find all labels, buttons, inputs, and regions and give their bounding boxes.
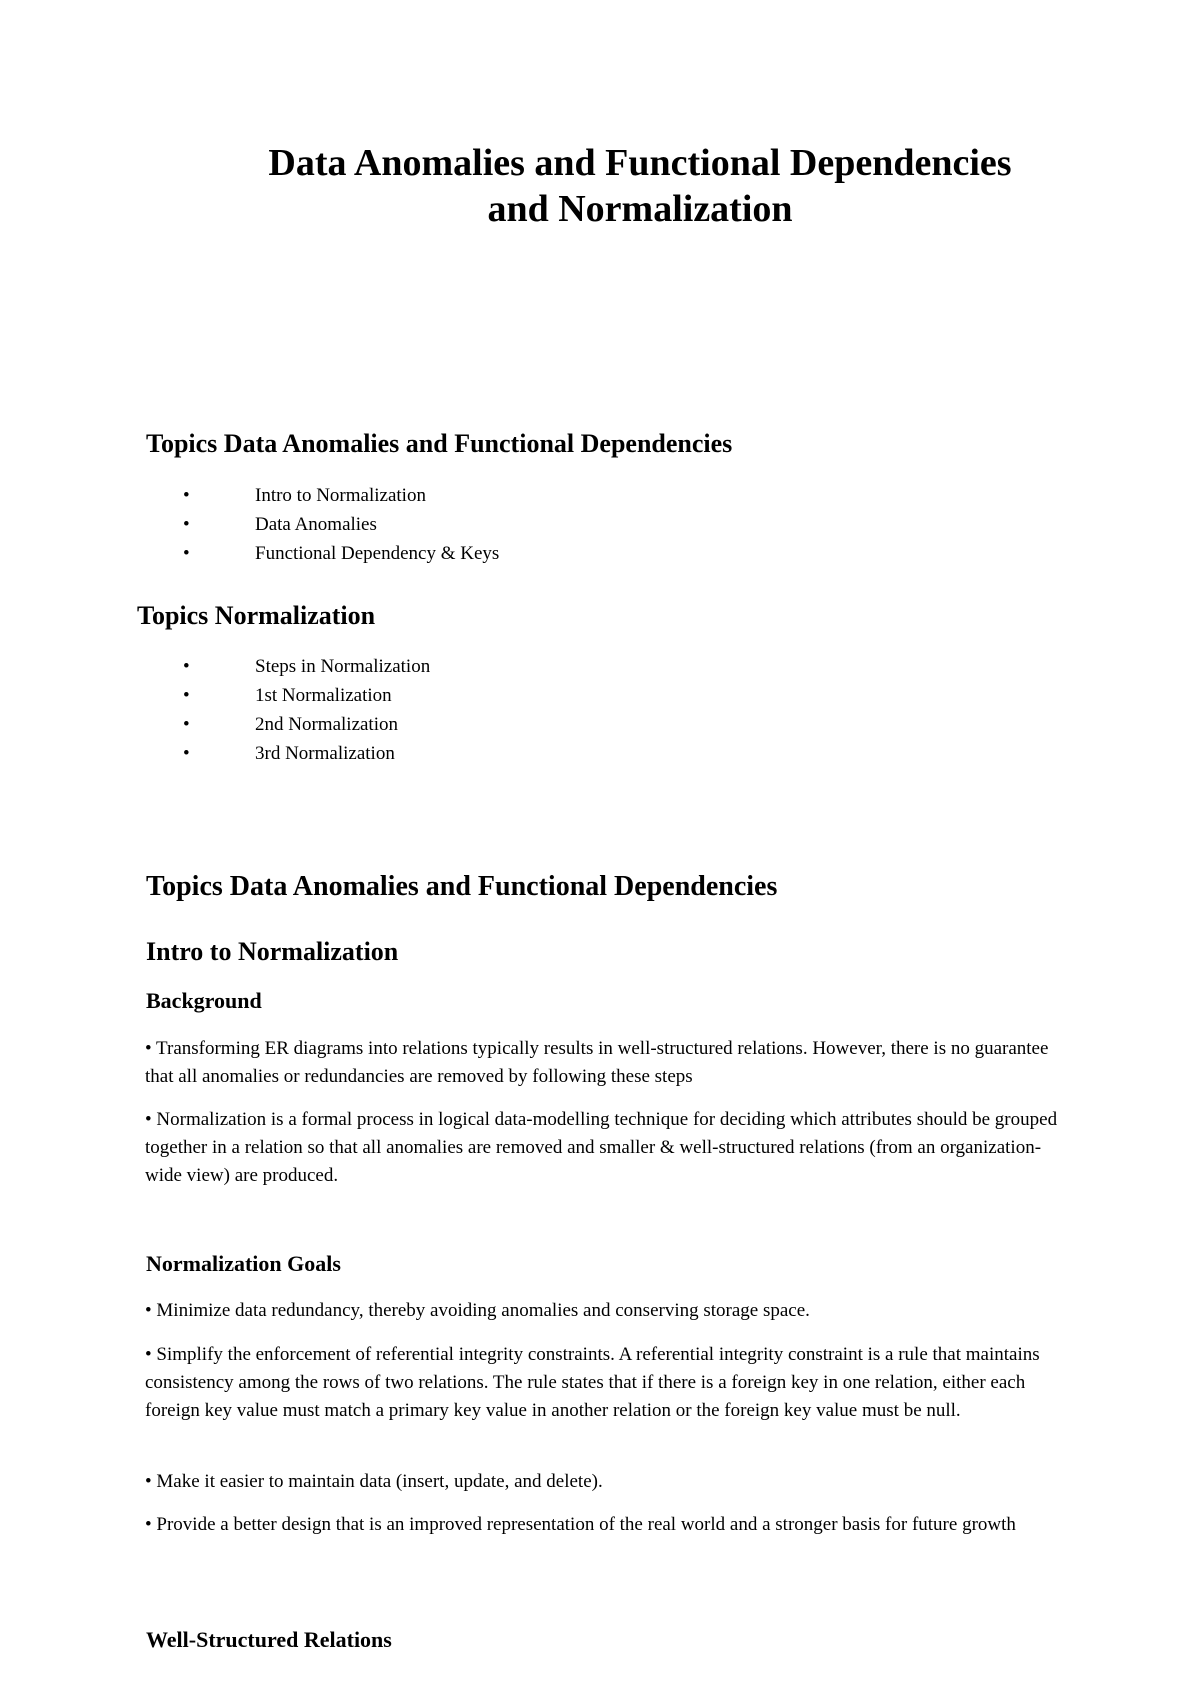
background-paragraph-1: • Transforming ER diagrams into relations typically results in well-structured relations. However, there is no guarantee that all anomalies or redundancies are removed by following these steps — [145, 1038, 1049, 1087]
well-structured-heading: Well-Structured Relations — [146, 1627, 392, 1652]
background-paragraph-2: • Normalization is a formal process in logical data-modelling technique for deciding which attributes should be grouped together in a relation so that all anomalies are removed and smaller & well-structured relations (from an organization-wide view) are produced. — [145, 1109, 1058, 1186]
toc-heading-anomalies: Topics Data Anomalies and Functional Dependencies — [146, 429, 733, 458]
goals-paragraph-4: • Provide a better design that is an improved representation of the real world and a stronger basis for future growth — [145, 1514, 1016, 1535]
toc-list-anomalies — [183, 481, 499, 568]
toc-item: • 3rd Normalization — [183, 739, 430, 768]
toc-item: • 1st Normalization — [183, 681, 430, 710]
document-title — [160, 140, 1120, 232]
document-title-line-2: and Normalization — [487, 188, 793, 230]
toc-item: • Steps in Normalization — [183, 652, 430, 681]
background-heading: Background — [146, 988, 262, 1013]
toc-item: • 2nd Normalization — [183, 710, 430, 739]
toc-item: • Intro to Normalization — [183, 481, 499, 510]
toc-item: • Data Anomalies — [183, 510, 499, 539]
goals-paragraph-2: • Simplify the enforcement of referential integrity constraints. A referential integrity constraint is a rule that maintains consistency among the rows of two relations. The rule states that if there is a foreign key in one relation, either each foreign key value must match a primary key value in another relation or the foreign key value must be null. — [145, 1344, 1040, 1421]
toc-item: • Functional Dependency & Keys — [183, 539, 499, 568]
goals-paragraph-1: • Minimize data redundancy, thereby avoiding anomalies and conserving storage space. — [145, 1300, 810, 1321]
goals-heading: Normalization Goals — [146, 1251, 341, 1276]
document-title-line-1: Data Anomalies and Functional Dependencies — [268, 142, 1012, 184]
toc-list-normalization — [183, 652, 430, 768]
section-subheading: Intro to Normalization — [146, 937, 399, 966]
toc-heading-normalization: Topics Normalization — [137, 601, 376, 630]
goals-paragraph-3: • Make it easier to maintain data (insert, update, and delete). — [145, 1471, 603, 1492]
section-heading: Topics Data Anomalies and Functional Dependencies — [146, 871, 778, 902]
